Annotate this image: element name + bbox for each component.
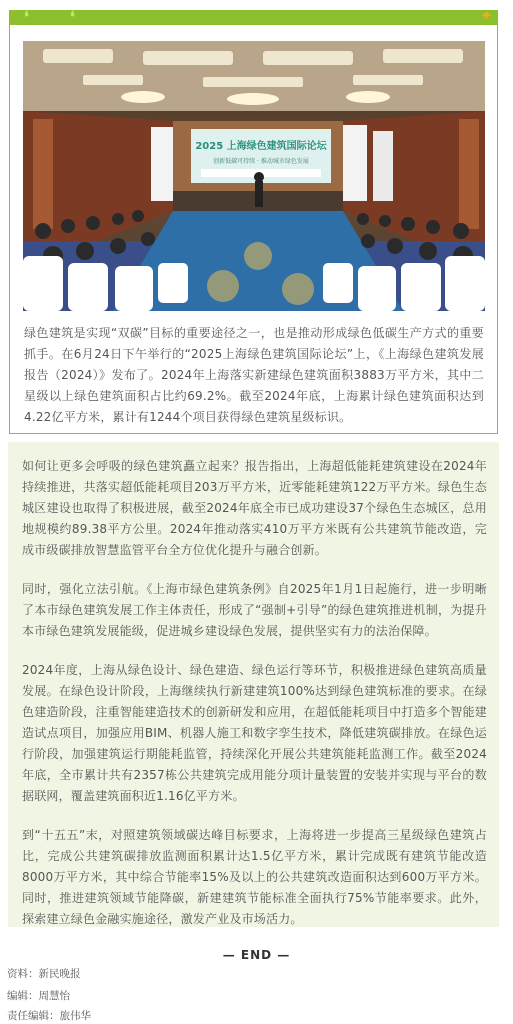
editor-label: 编辑：	[7, 990, 39, 1002]
paragraph: 同时，强化立法引航。《上海市绿色建筑条例》自2025年1月1日起施行，进一步明晰了本市绿色建筑发展工作主体责任，形成了“强制+引导”的绿色建筑推进机制，为提升本市绿色建筑发展能级，促进城乡建设绿色发展，提供坚实有力的法治保障。	[22, 582, 487, 638]
chief-editor-value: 旅伟华	[59, 1010, 91, 1022]
screen-title: 2025 上海绿色建筑国际论坛	[195, 141, 327, 152]
intro-paragraph: 绿色建筑是实现“双碳”目标的重要途径之一，也是推动形成绿色低碳生产方式的重要抓手。在6月24日下午举行的“2025上海绿色建筑国际论坛”上，《上海绿色建筑发展报告（2024）》发布了。2024年上海落实新建绿色建筑面积3883万平方米，其中二星级以上绿色建筑面积占比约69.2%。截至2024年底，上海累计绿色建筑面积达到4.22亿平方米，累计有1244个项目获得绿色建筑星级标识。	[24, 326, 484, 424]
chief-editor-label: 责任编辑：	[7, 1010, 60, 1022]
quote-mark-icon: ❛	[70, 8, 75, 26]
paragraph: 到“十五五”末，对照建筑领域碳达峰目标要求，上海将进一步提高三星级绿色建筑占比，完成公共建筑碳排放监测面积累计达1.5亿平方米，累计完成既有建筑节能改造8000万平方米，其中综合节能率15%及以上的公共建筑改造面积达到600万平方米。同时，推进建筑领域节能降碳，新建建筑节能标准全面执行75%节能率要求。此外，探索建立绿色金融实施途径，激发产业及市场活力。	[22, 828, 487, 926]
paragraph: 如何让更多会呼吸的绿色建筑矗立起来？报告指出，上海超低能耗建筑建设在2024年持续推进，共落实超低能耗项目203万平方米，近零能耗建筑122万平方米。绿色生态城区建设也取得了积极进展，截至2024年底全市已成功建设37个绿色生态城区，总用地规模约89.38平方公里。2024年推动落实410万平方米既有公共建筑节能改造，完成市级碳排放智慧监管平台全方位优化提升与融合创新。	[22, 459, 487, 557]
green-top-bar	[10, 11, 497, 25]
paragraph: 2024年度，上海从绿色设计、绿色建造、绿色运行等环节，积极推进绿色建筑高质量发展。在绿色设计阶段，上海继续执行新建建筑100%达到绿色建筑标准的要求。在绿色建造阶段，注重智能建造技术的创新研发和应用，在超低能耗项目中打造多个智能建造试点项目，加强应用BIM、机器人施工和数字孪生技术，降低建筑碳排放。在绿色运行阶段，加强建筑运行期能耗监管，持续深化开展公共建筑能耗监测工作。截至2024年底，全市累计共有2357栋公共建筑完成用能分项计量装置的安装并实现与平台的数据联网，覆盖建筑面积近1.16亿平方米。	[22, 663, 487, 803]
sparkle-icon: ✦	[479, 6, 493, 25]
screen-subtitle: 创新低碳可持续 · 推动城市绿色发展	[213, 158, 309, 165]
source-line	[7, 966, 81, 981]
forum-photo	[23, 41, 485, 311]
editor-value: 周慧怡	[38, 990, 70, 1002]
report-details-card	[8, 442, 499, 927]
source-value: 新民晚报	[38, 968, 81, 980]
source-label: 资料：	[7, 968, 39, 980]
chief-editor-line	[7, 1008, 91, 1023]
quote-mark-icon: ❛	[24, 8, 29, 26]
intro-card	[9, 6, 498, 434]
editor-line	[7, 988, 70, 1003]
end-marker: — END —	[222, 948, 291, 962]
